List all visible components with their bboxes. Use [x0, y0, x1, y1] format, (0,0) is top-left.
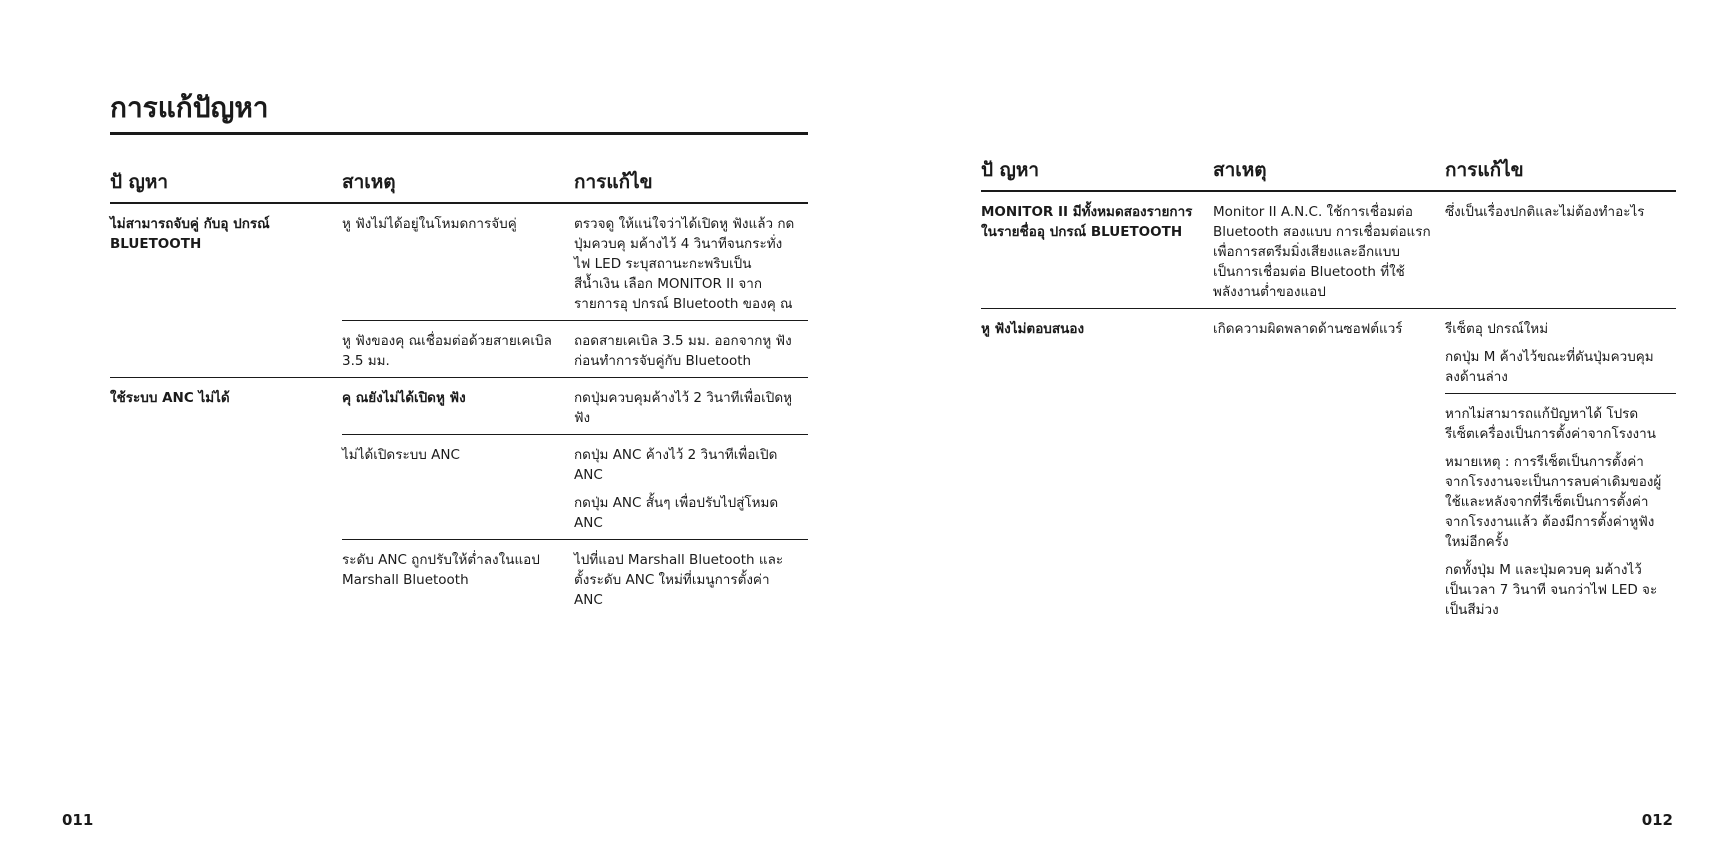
table-row [110, 378, 808, 435]
page-number: 012 [1641, 811, 1673, 829]
solution-text: กดทั้งปุ่ม M และปุ่มควบคุ มค้างไว้เป็นเวลา 7 วินาที จนกว่าไฟ LED จะเป็นสีม่วง [1445, 562, 1658, 618]
table-row [981, 191, 1676, 309]
table-row [110, 203, 808, 321]
solution-cell [1445, 394, 1676, 627]
solution-cell [1445, 191, 1676, 309]
solution-cell [574, 203, 808, 321]
solution-cell [574, 321, 808, 378]
table-header-row [110, 162, 808, 203]
table-row [981, 309, 1676, 394]
solution-cell [574, 540, 808, 617]
solution-text: ไปที่แอป Marshall Bluetooth และตั้งระดับ ANC ใหม่ที่เมนูการตั้งค่า ANC [574, 552, 784, 608]
cause-cell: ระดับ ANC ถูกปรับให้ต่ำลงในแอป Marshall Bluetooth [342, 540, 574, 617]
troubleshooting-table-left [110, 162, 808, 616]
header-cause: สาเหตุ [342, 162, 574, 203]
solution-text: กดปุ่ม M ค้างไว้ขณะที่ดันปุ่มควบคุมลงด้านล่าง [1445, 349, 1654, 385]
problem-cell: ไม่สามารถจับคู่ กับอุ ปกรณ์ BLUETOOTH [110, 216, 270, 252]
troubleshooting-table-right [981, 150, 1676, 626]
header-solution: การแก้ไข [1445, 150, 1676, 191]
solution-text: รีเซ็ตอุ ปกรณ์ใหม่ [1445, 321, 1549, 337]
solution-text: หากไม่สามารถแก้ปัญหาได้ โปรดรีเซ็ตเครื่องเป็นการตั้งค่าจากโรงงาน [1445, 406, 1656, 442]
solution-cell [1445, 309, 1676, 394]
problem-cell: MONITOR II มีทั้งหมดสองรายการในรายชื่ออุ ปกรณ์ BLUETOOTH [981, 204, 1193, 240]
solution-text: กดปุ่ม ANC สั้นๆ เพื่อปรับไปสู่โหมด ANC [574, 495, 779, 531]
problem-cell: หู ฟังไม่ตอบสนอง [981, 309, 1213, 627]
solution-cell [574, 378, 808, 435]
solution-cell [574, 435, 808, 540]
cause-cell: หู ฟังของคุ ณเชื่อมต่อด้วยสายเคเบิล 3.5 มม. [342, 321, 574, 378]
table-header-row [981, 150, 1676, 191]
solution-text: กดปุ่ม ANC ค้างไว้ 2 วินาทีเพื่อเปิด ANC [574, 447, 778, 483]
right-page [866, 0, 1733, 867]
header-problem: ปั ญหา [981, 150, 1213, 191]
solution-note: หมายเหตุ : การรีเซ็ตเป็นการตั้งค่าจากโรงงานจะเป็นการลบค่าเดิมของผู้ใช้และหลังจากที่รีเซ็ตเป็นการตั้งค่าจากโรงงานแล้ว ต้องมีการตั้งค่าหูฟังใหม่อีกครั้ง [1445, 454, 1662, 550]
header-cause: สาเหตุ [1213, 150, 1445, 191]
solution-text: ซึ่งเป็นเรื่องปกติและไม่ต้องทำอะไร [1445, 204, 1645, 220]
left-page [0, 0, 866, 867]
solution-text: ถอดสายเคเบิล 3.5 มม. ออกจากหู ฟังก่อนทำการจับคู่กับ Bluetooth [574, 333, 792, 369]
page-title: การแก้ปัญหา [110, 88, 808, 135]
solution-text: ตรวจดู ให้แน่ใจว่าได้เปิดหู ฟังแล้ว กดปุ่มควบคุ มค้างไว้ 4 วินาทีจนกระทั่งไฟ LED ระบุสถานะกะพริบเป็นสีน้ำเงิน เลือก MONITOR II จากรายการอุ ปกรณ์ Bluetooth ของคุ ณ [574, 216, 795, 312]
solution-text: กดปุ่มควบคุมค้างไว้ 2 วินาทีเพื่อเปิดหู ฟัง [574, 390, 793, 426]
header-problem: ปั ญหา [110, 162, 342, 203]
page-number: 011 [62, 811, 94, 829]
header-solution: การแก้ไข [574, 162, 808, 203]
cause-cell: หู ฟังไม่ได้อยู่ในโหมดการจับคู่ [342, 216, 517, 232]
cause-cell: เกิดความผิดพลาดด้านซอฟต์แวร์ [1213, 309, 1445, 627]
cause-cell: ไม่ได้เปิดระบบ ANC [342, 435, 574, 540]
problem-cell: ใช้ระบบ ANC ไม่ได้ [110, 378, 342, 617]
cause-cell: Monitor II A.N.C. ใช้การเชื่อมต่อ Bluetooth สองแบบ การเชื่อมต่อแรกเพื่อการสตรีมมิ่งเสียงและอีกแบบเป็นการเชื่อมต่อ Bluetooth ที่ใช้พลังงานต่ำของแอป [1213, 204, 1431, 300]
cause-cell: คุ ณยังไม่ได้เปิดหู ฟัง [342, 378, 574, 435]
